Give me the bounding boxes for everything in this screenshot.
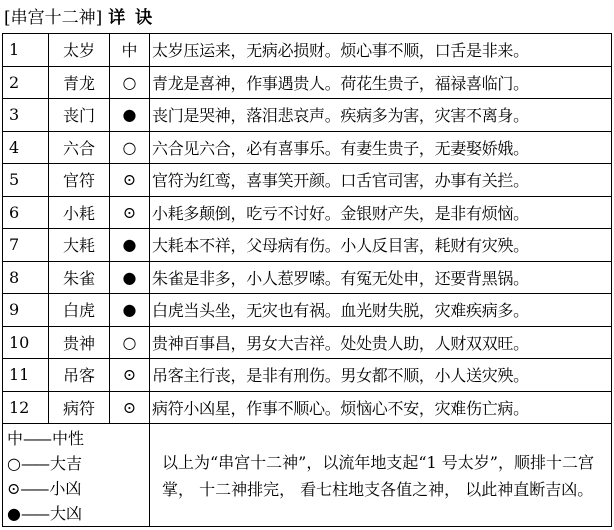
verse-text: 朱雀是非多，小人惹罗嗦。有冤无处申，还要背黑锅。: [150, 261, 612, 294]
god-name: 六合: [49, 131, 110, 164]
twelve-gods-table: [2, 33, 612, 527]
god-name: 病符: [49, 391, 110, 424]
table-row: [3, 131, 612, 164]
god-name: 丧门: [49, 99, 110, 132]
legend-meaning: 大凶: [49, 504, 82, 523]
row-number: 6: [3, 196, 49, 229]
god-name: 朱雀: [49, 261, 110, 294]
legend-item: [7, 476, 149, 501]
verse-text: 太岁压运来，无病必损财。烦心事不顺，口舌是非来。: [150, 34, 612, 67]
legend-dash: ——: [23, 429, 50, 448]
row-number: 8: [3, 261, 49, 294]
god-name: 小耗: [49, 196, 110, 229]
row-number: 2: [3, 66, 49, 99]
table-row: [3, 229, 612, 262]
legend-symbol: 中: [7, 429, 24, 448]
row-number: 10: [3, 326, 49, 359]
verse-text: 贵神百事昌，男女大吉祥。处处贵人助，人财双双旺。: [150, 326, 612, 359]
verse-text: 白虎当头坐，无灾也有祸。血光财失脱，灾难疾病多。: [150, 294, 612, 327]
legend-row: [3, 424, 612, 527]
table-row: [3, 261, 612, 294]
fortune-symbol: ●: [110, 294, 150, 327]
fortune-symbol: ⊙: [110, 164, 150, 197]
table-body: [3, 34, 612, 424]
fortune-symbol: ⊙: [110, 391, 150, 424]
table-row: [3, 196, 612, 229]
verse-text: 六合见六合，必有喜事乐。有妻生贵子，无妻娶娇娥。: [150, 131, 612, 164]
fortune-symbol: ⊙: [110, 196, 150, 229]
table-row: [3, 359, 612, 392]
legend-meaning: 大吉: [49, 454, 82, 473]
table-row: [3, 66, 612, 99]
legend-symbol: ●: [7, 504, 21, 523]
legend-dash: ——: [20, 504, 47, 523]
verse-text: 官符为红鸾，喜事笑开颜。口舌官司害，办事有关拦。: [150, 164, 612, 197]
legend-meaning: 小凶: [49, 479, 82, 498]
fortune-symbol: ○: [110, 131, 150, 164]
legend-item: [7, 501, 149, 526]
row-number: 7: [3, 229, 49, 262]
row-number: 12: [3, 391, 49, 424]
row-number: 5: [3, 164, 49, 197]
title-bracket: [串宫十二神]: [4, 8, 103, 28]
row-number: 3: [3, 99, 49, 132]
god-name: 官符: [49, 164, 110, 197]
fortune-symbol: ●: [110, 229, 150, 262]
legend-symbol: ⊙: [7, 479, 21, 498]
legend-dash: ——: [20, 454, 47, 473]
verse-text: 青龙是喜神，作事遇贵人。荷花生贵子，福禄喜临门。: [150, 66, 612, 99]
god-name: 吊客: [49, 359, 110, 392]
table-row: [3, 99, 612, 132]
table-row: [3, 164, 612, 197]
fortune-symbol: ●: [110, 99, 150, 132]
god-name: 贵神: [49, 326, 110, 359]
row-number: 1: [3, 34, 49, 67]
verse-text: 小耗多颠倒，吃亏不讨好。金银财产失，是非有烦恼。: [150, 196, 612, 229]
god-name: 青龙: [49, 66, 110, 99]
verse-text: 吊客主行丧，是非有刑伤。男女都不顺，小人送灾殃。: [150, 359, 612, 392]
row-number: 11: [3, 359, 49, 392]
god-name: 大耗: [49, 229, 110, 262]
legend-symbol: ○: [7, 454, 21, 473]
god-name: 太岁: [49, 34, 110, 67]
fortune-symbol: 中: [110, 34, 150, 67]
legend-dash: ——: [20, 479, 47, 498]
table-row: [3, 326, 612, 359]
legend-item: [7, 451, 149, 476]
note-cell: 以上为“串宫十二神”，以流年地支起“1 号太岁”，顺排十二宫掌， 十二神排完， 看七柱地支各值之神， 以此神直断吉凶。: [150, 424, 612, 527]
god-name: 白虎: [49, 294, 110, 327]
legend-item: [7, 426, 149, 451]
title-bold: 详 诀: [108, 8, 155, 28]
row-number: 4: [3, 131, 49, 164]
verse-text: 大耗本不祥，父母病有伤。小人反目害，耗财有灾殃。: [150, 229, 612, 262]
fortune-symbol: ●: [110, 261, 150, 294]
verse-text: 病符小凶星，作事不顺心。烦恼心不安，灾难伤亡病。: [150, 391, 612, 424]
row-number: 9: [3, 294, 49, 327]
table-row: [3, 391, 612, 424]
fortune-symbol: ○: [110, 326, 150, 359]
table-row: [3, 34, 612, 67]
verse-text: 丧门是哭神，落泪悲哀声。疾病多为害，灾害不离身。: [150, 99, 612, 132]
fortune-symbol: ⊙: [110, 359, 150, 392]
legend-cell: [3, 424, 150, 527]
fortune-symbol: ○: [110, 66, 150, 99]
legend-meaning: 中性: [52, 429, 85, 448]
page-title: [4, 4, 154, 32]
table-row: [3, 294, 612, 327]
